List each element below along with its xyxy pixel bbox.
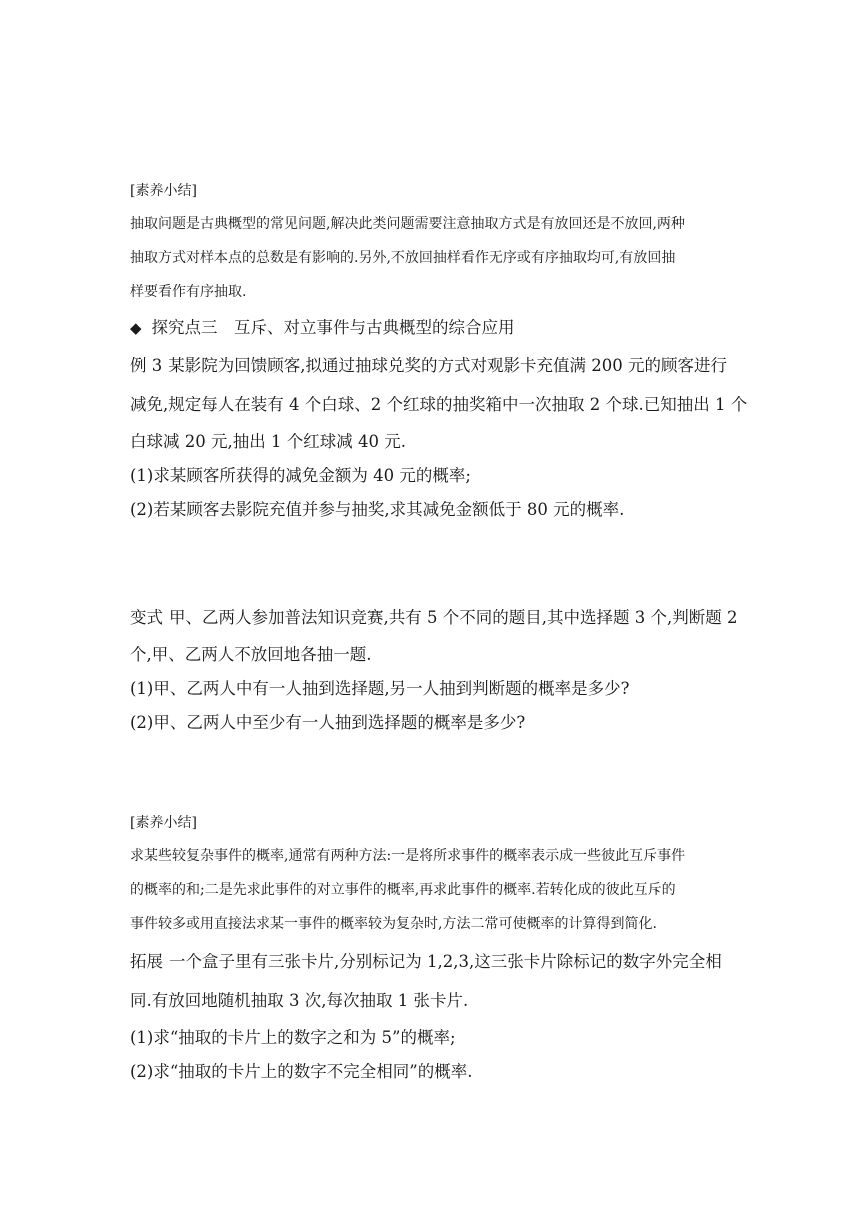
- summary-label: [素养小结]: [130, 815, 197, 831]
- example-question-2: (2)若某顾客去影院充值并参与抽奖,求其减免金额低于 80 元的概率.: [130, 500, 625, 519]
- extension-question-1: (1)求“抽取的卡片上的数字之和为 5”的概率;: [130, 1028, 456, 1047]
- extension-question-2: (2)求“抽取的卡片上的数字不完全相同”的概率.: [130, 1062, 473, 1081]
- summary-text-line: 抽取方式对样本点的总数是有影响的.另外,不放回抽样看作无序或有序抽取均可,有放回抽: [130, 250, 676, 266]
- section-heading: [130, 314, 515, 338]
- summary-text-line: 样要看作有序抽取.: [130, 284, 247, 300]
- summary-text-line: 的概率的和;二是先求此事件的对立事件的概率,再求此事件的概率.若转化成的彼此互斥的: [130, 882, 676, 898]
- extension-text-line: 同.有放回地随机抽取 3 次,每次抽取 1 张卡片.: [130, 991, 469, 1010]
- variant-text-line: 个,甲、乙两人不放回地各抽一题.: [130, 645, 372, 664]
- example-label: 例 3: [130, 356, 163, 375]
- variant-label: 变式: [130, 608, 163, 627]
- extension-first-line: [130, 948, 722, 972]
- section-title: 探究点三 互斥、对立事件与古典概型的综合应用: [151, 318, 515, 337]
- example-text-line: 减免,规定每人在装有 4 个白球、2 个红球的抽奖箱中一次抽取 2 个球.已知抽出 1 个: [130, 395, 748, 414]
- example-text-line: 某影院为回馈顾客,拟通过抽球兑奖的方式对观影卡充值满 200 元的顾客进行: [168, 356, 727, 375]
- summary-text-line: 抽取问题是古典概型的常见问题,解决此类问题需要注意抽取方式是有放回还是不放回,两种: [130, 216, 685, 232]
- extension-label: 拓展: [130, 952, 163, 971]
- variant-text-line: 甲、乙两人参加普法知识竞赛,共有 5 个不同的题目,其中选择题 3 个,判断题 2: [169, 608, 738, 627]
- summary-text-line: 求某些较复杂事件的概率,通常有两种方法:一是将所求事件的概率表示成一些彼此互斥事件: [130, 848, 686, 864]
- example-first-line: [130, 352, 727, 376]
- summary-text-line: 事件较多或用直接法求某一事件的概率较为复杂时,方法二常可使概率的计算得到简化.: [130, 916, 657, 932]
- diamond-bullet-icon: ◆: [130, 319, 142, 337]
- example-text-line: 白球减 20 元,抽出 1 个红球减 40 元.: [130, 432, 406, 451]
- variant-first-line: [130, 604, 737, 628]
- extension-text-line: 一个盒子里有三张卡片,分别标记为 1,2,3,这三张卡片除标记的数字外完全相: [169, 952, 722, 971]
- summary-label: [素养小结]: [130, 183, 197, 199]
- variant-question-2: (2)甲、乙两人中至少有一人抽到选择题的概率是多少?: [130, 713, 526, 732]
- example-question-1: (1)求某顾客所获得的减免金额为 40 元的概率;: [130, 466, 471, 485]
- variant-question-1: (1)甲、乙两人中有一人抽到选择题,另一人抽到判断题的概率是多少?: [130, 679, 630, 698]
